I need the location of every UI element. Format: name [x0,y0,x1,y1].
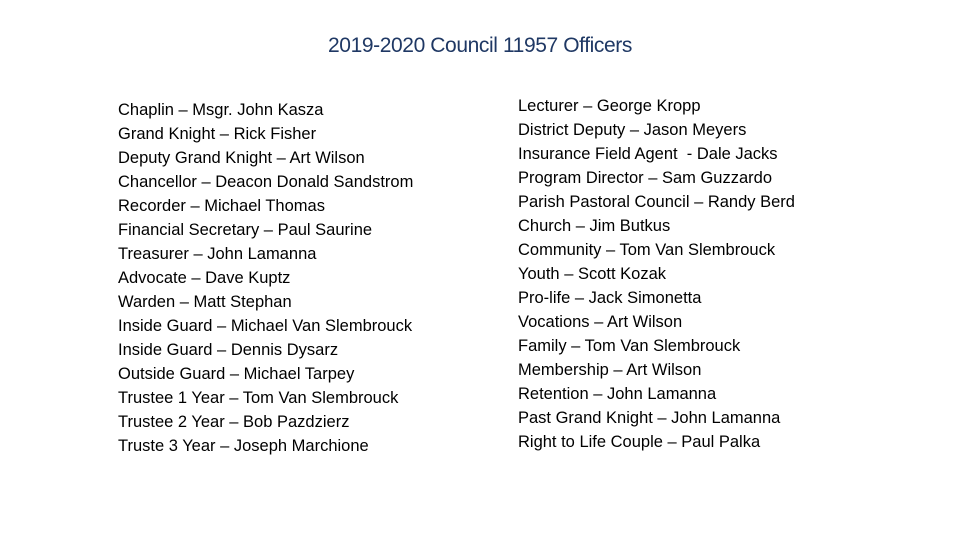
list-item: Advocate – Dave Kuptz [118,269,291,287]
officers-list-left [118,98,413,458]
list-item: Vocations – Art Wilson [518,313,683,331]
list-item: Past Grand Knight – John Lamanna [518,409,781,427]
list-item: Membership – Art Wilson [518,361,702,379]
list-item: Warden – Matt Stephan [118,293,292,311]
list-item: Retention – John Lamanna [518,385,717,403]
list-item: Insurance Field Agent - Dale Jacks [518,145,778,163]
list-item: Trustee 2 Year – Bob Pazdzierz [118,413,350,431]
list-item: Recorder – Michael Thomas [118,197,325,215]
list-item: Family – Tom Van Slembrouck [518,337,741,355]
list-item: Pro-life – Jack Simonetta [518,289,702,307]
list-item: District Deputy – Jason Meyers [518,121,747,139]
officers-list-right [518,94,795,454]
list-item: Church – Jim Butkus [518,217,671,235]
list-item: Inside Guard – Dennis Dysarz [118,341,339,359]
list-item: Trustee 1 Year – Tom Van Slembrouck [118,389,399,407]
slide-title: 2019-2020 Council 11957 Officers [328,34,632,57]
list-item: Grand Knight – Rick Fisher [118,125,317,143]
list-item: Chaplin – Msgr. John Kasza [118,101,324,119]
list-item: Truste 3 Year – Joseph Marchione [118,437,369,455]
list-item: Treasurer – John Lamanna [118,245,317,263]
list-item: Youth – Scott Kozak [518,265,666,283]
list-item: Parish Pastoral Council – Randy Berd [518,193,795,211]
list-item: Right to Life Couple – Paul Palka [518,433,761,451]
list-item: Inside Guard – Michael Van Slembrouck [118,317,413,335]
list-item: Deputy Grand Knight – Art Wilson [118,149,365,167]
list-item: Chancellor – Deacon Donald Sandstrom [118,173,414,191]
list-item: Program Director – Sam Guzzardo [518,169,773,187]
list-item: Lecturer – George Kropp [518,97,701,115]
list-item: Community – Tom Van Slembrouck [518,241,776,259]
list-item: Financial Secretary – Paul Saurine [118,221,373,239]
list-item: Outside Guard – Michael Tarpey [118,365,355,383]
